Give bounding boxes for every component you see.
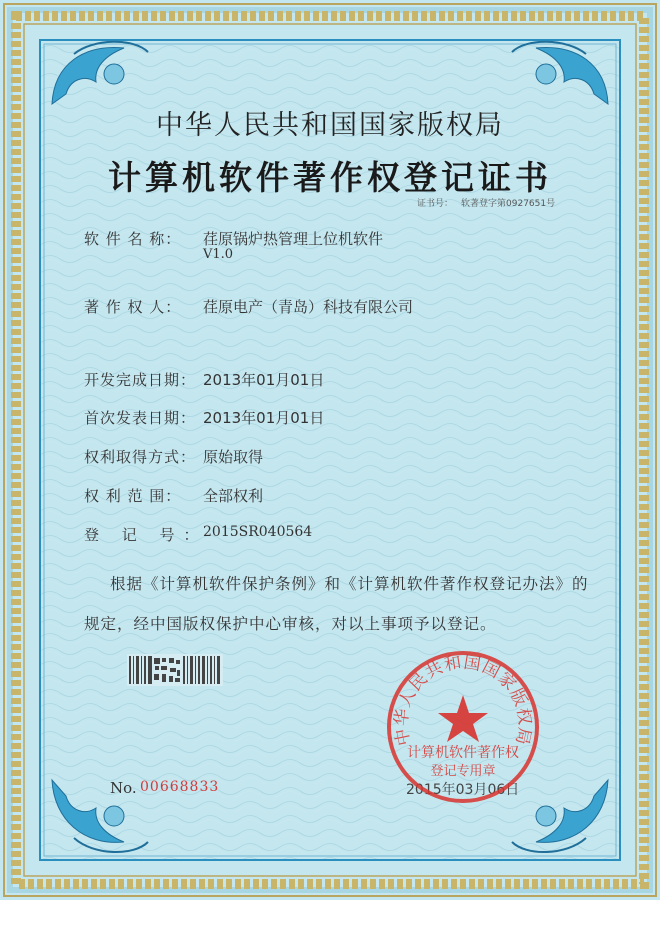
development-date-value: 2013年01月01日: [203, 371, 325, 389]
software-name-value: 荏原锅炉热管理上位机软件: [203, 230, 384, 248]
seal-text-line-1: 计算机软件著作权: [407, 745, 519, 761]
seal-text-line-2: 登记专用章: [430, 764, 496, 779]
copyright-owner-label: 著 作 权 人：: [84, 298, 182, 316]
acquisition-method-value: 原始取得: [203, 448, 264, 466]
serial-number-label: No.: [110, 779, 137, 797]
serial-number-value: 00668833: [140, 779, 220, 795]
certificate-title: 计算机软件著作权登记证书: [108, 158, 552, 197]
legal-basis-line-1: 根据《计算机软件保护条例》和《计算机软件著作权登记办法》的: [110, 575, 589, 593]
software-version-value: V1.0: [203, 247, 234, 262]
issuing-agency: 中华人民共和国国家版权局: [156, 110, 504, 141]
registration-number-value: 2015SR040564: [203, 524, 313, 540]
publication-date-value: 2013年01月01日: [203, 409, 325, 427]
official-seal: [383, 647, 543, 807]
corner-ornament-top-right: [506, 34, 616, 114]
legal-basis-line-2: 规定，经中国版权保护中心审核，对以上事项予以登记。: [84, 615, 497, 633]
registration-number-label: 登 记 号：: [84, 526, 208, 544]
copyright-owner-value: 荏原电产（青岛）科技有限公司: [203, 298, 414, 316]
rights-scope-value: 全部权利: [203, 487, 264, 505]
corner-ornament-top-left: [44, 34, 154, 114]
barcode: [127, 654, 223, 686]
certificate-number: [417, 196, 555, 209]
rights-scope-label: 权 利 范 围：: [84, 487, 182, 505]
corner-ornament-bottom-left: [44, 770, 154, 860]
acquisition-method-label: 权利取得方式：: [84, 448, 197, 466]
issue-date: 2015年03月06日: [406, 782, 520, 798]
certificate-number-value: 软著登字第0927651号: [461, 199, 556, 209]
publication-date-label: 首次发表日期：: [84, 409, 197, 427]
svg-text:中华人民共和国国家版权局: 中华人民共和国国家版权局: [391, 652, 535, 748]
software-name-label: 软 件 名 称：: [84, 230, 182, 248]
development-date-label: 开发完成日期：: [84, 371, 197, 389]
certificate-number-label: 证书号：: [417, 199, 454, 209]
